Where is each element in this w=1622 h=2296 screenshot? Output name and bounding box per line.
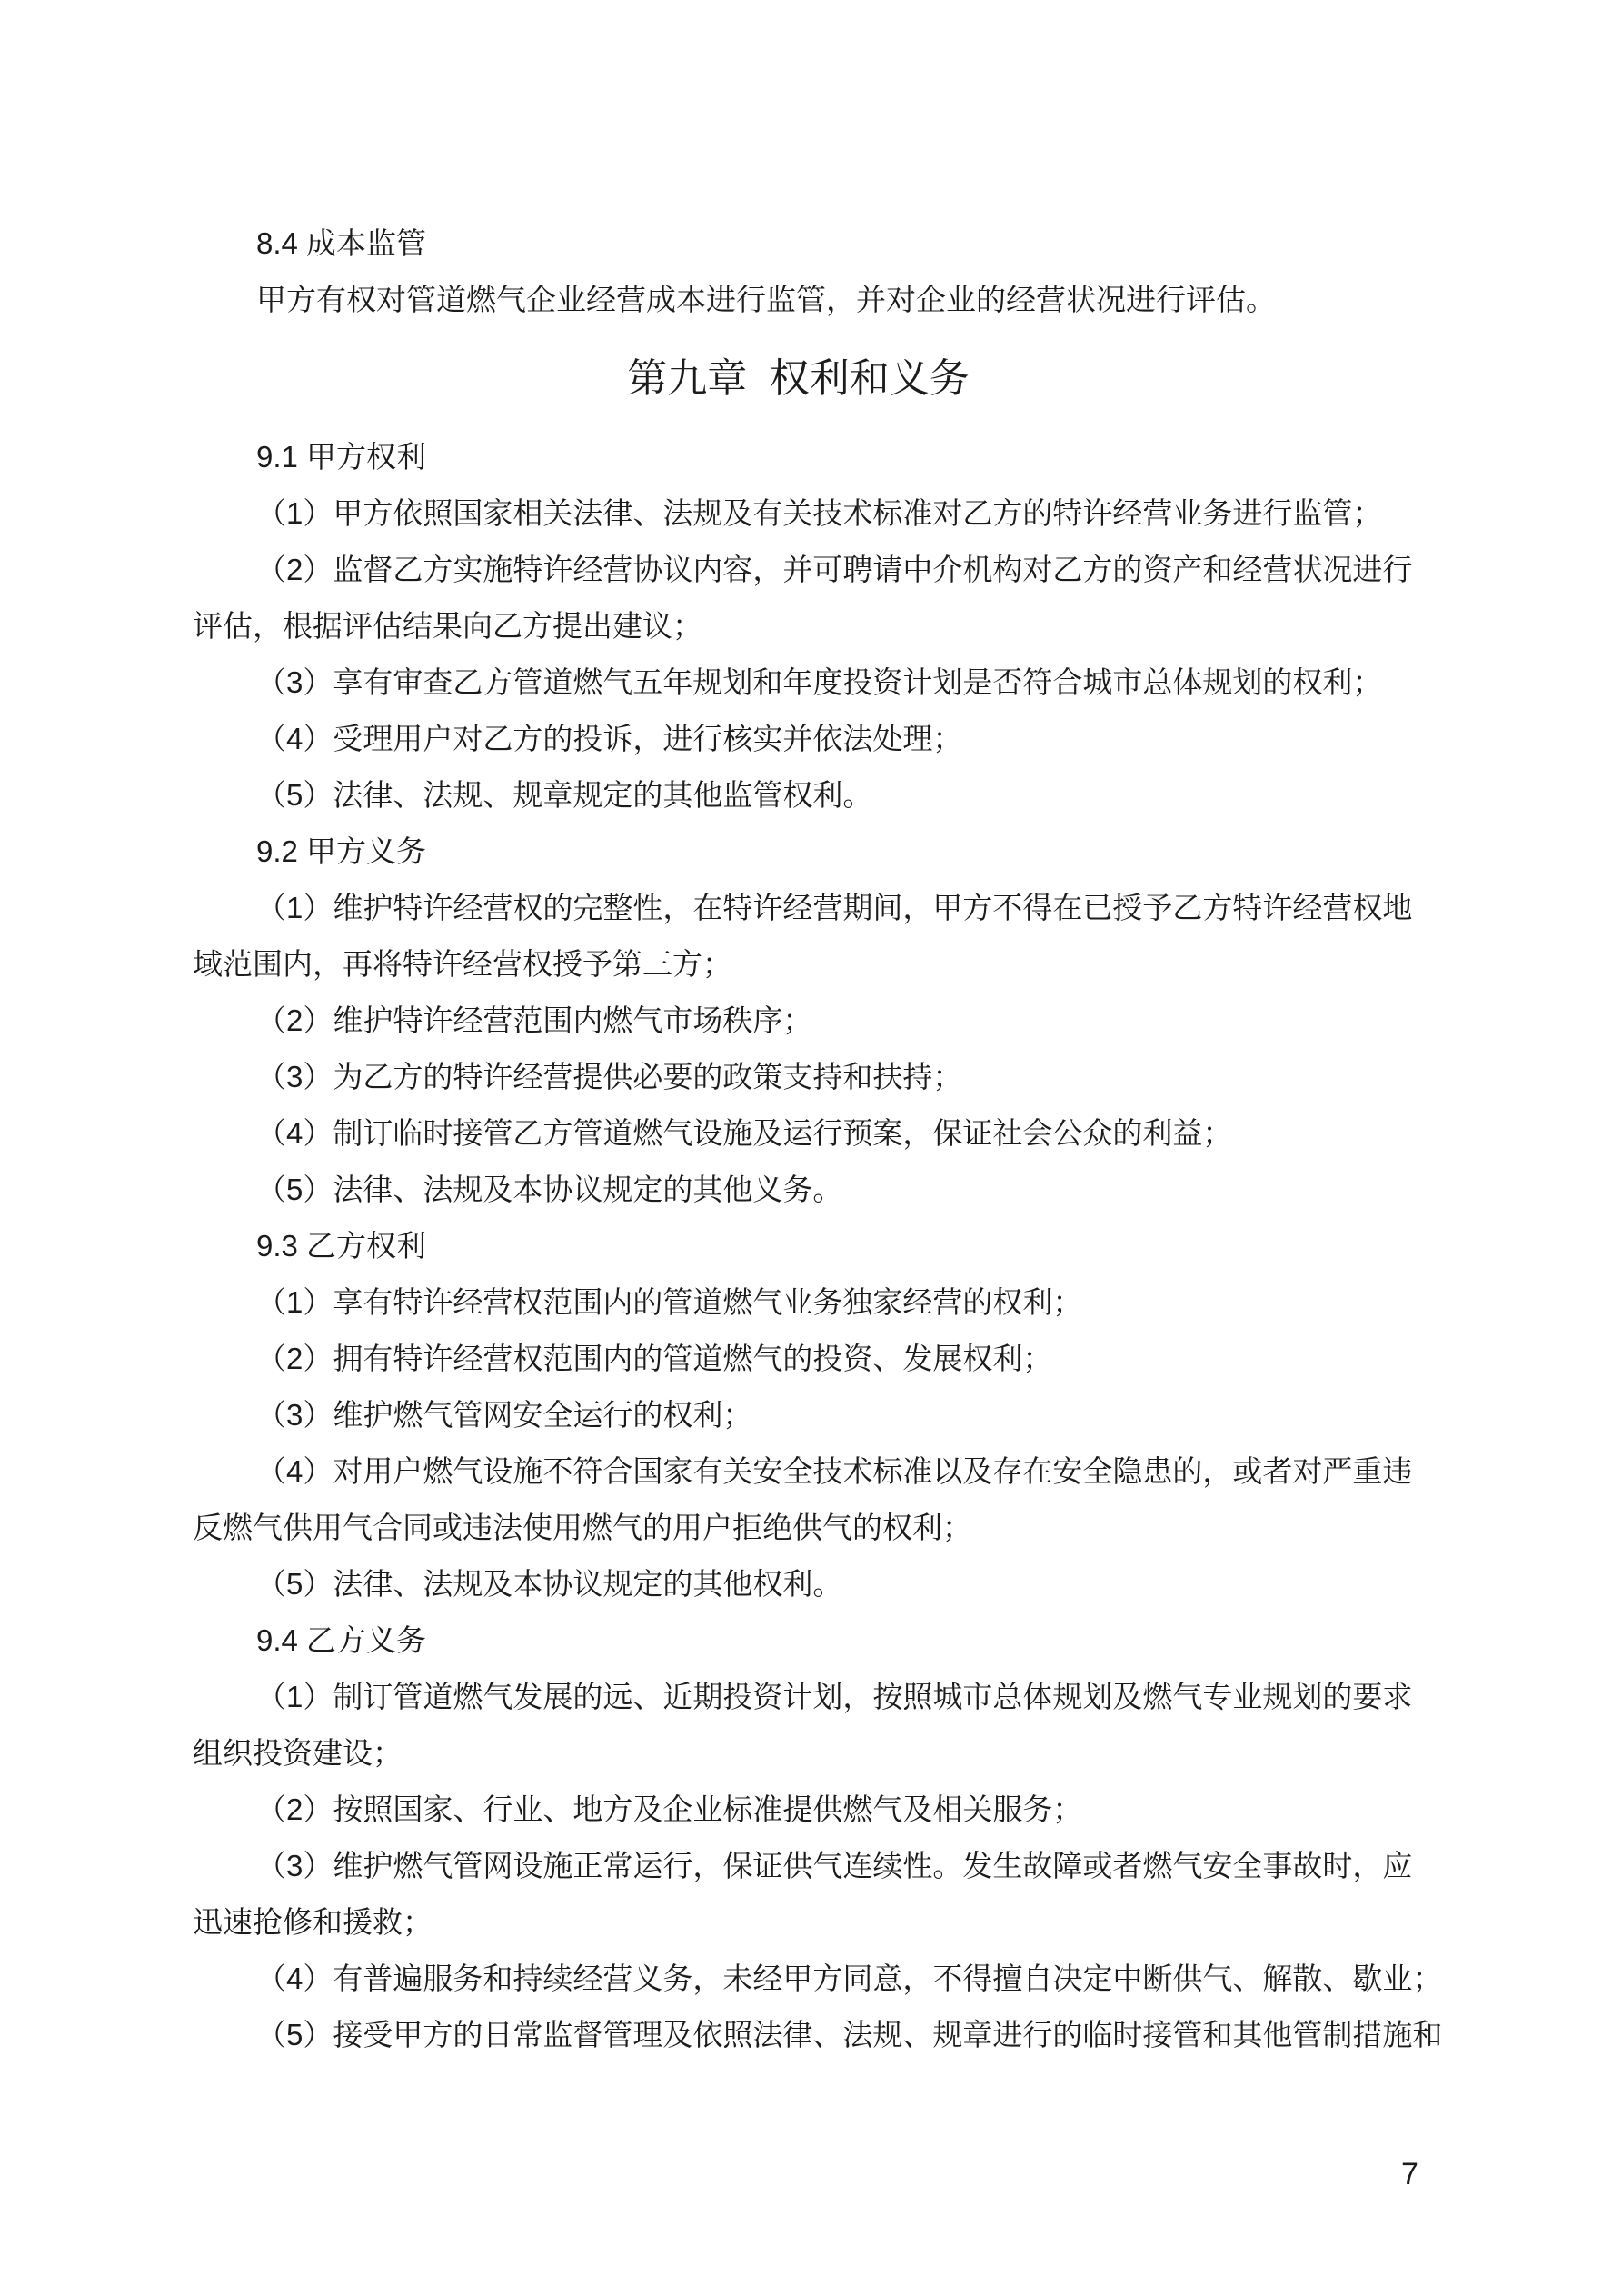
item-9.2-2 [193, 993, 1404, 1049]
text-line: （4）制订临时接管乙方管道燃气设施及运行预案，保证社会公众的利益； [256, 1116, 1233, 1150]
text-line: （1）维护特许经营权的完整性，在特许经营期间，甲方不得在已授予乙方特许经营权地 [256, 891, 1413, 924]
text-line: （3）维护燃气管网设施正常运行，保证供气连续性。发生故障或者燃气安全事故时，应 [256, 1849, 1413, 1882]
text-line: 迅速抢修和援救； [193, 1905, 433, 1939]
item-9.1-2 [193, 542, 1413, 654]
text-line: （5）接受甲方的日常监督管理及依照法律、法规、规章进行的临时接管和其他管制措施和 [256, 2018, 1443, 2051]
item-9.1-4 [193, 711, 1404, 767]
text-line: 域范围内，再将特许经营权授予第三方； [193, 947, 732, 981]
item-9.2-4 [193, 1105, 1404, 1162]
text-line: （3）维护燃气管网安全运行的权利； [256, 1398, 753, 1432]
item-9.3-2 [193, 1331, 1404, 1387]
section-9.3-heading [193, 1218, 1404, 1274]
text-line: 8.4 成本监管 [256, 226, 427, 260]
text-line: 9.4 乙方义务 [256, 1623, 427, 1657]
item-9.1-1 [193, 485, 1404, 542]
text-line: 反燃气供用气合同或违法使用燃气的用户拒绝供气的权利； [193, 1511, 972, 1544]
text-line: 9.3 乙方权利 [256, 1229, 427, 1263]
text-line: （1）制订管道燃气发展的远、近期投资计划，按照城市总体规划及燃气专业规划的要求 [256, 1680, 1413, 1713]
item-9.4-5 [193, 2007, 1443, 2063]
item-9.3-5 [193, 1556, 1404, 1612]
section-8.4-paragraph [193, 272, 1404, 328]
text-line: （1）甲方依照国家相关法律、法规及有关技术标准对乙方的特许经营业务进行监管； [256, 496, 1383, 530]
text-line: 组织投资建设； [193, 1736, 403, 1770]
page-number: 7 [1401, 2157, 1418, 2191]
text-line: 甲方有权对管道燃气企业经营成本进行监管，并对企业的经营状况进行评估。 [256, 283, 1276, 316]
text-line: 评估，根据评估结果向乙方提出建议； [193, 609, 702, 643]
text-line: （2）按照国家、行业、地方及企业标准提供燃气及相关服务； [256, 1792, 1083, 1826]
text-line: 9.1 甲方权利 [256, 440, 427, 474]
text-line: （5）法律、法规、规章规定的其他监管权利。 [256, 778, 873, 812]
text-line: （5）法律、法规及本协议规定的其他权利。 [256, 1567, 843, 1601]
text-line: （4）受理用户对乙方的投诉，进行核实并依法处理； [256, 722, 963, 755]
text-line: （2）监督乙方实施特许经营协议内容，并可聘请中介机构对乙方的资产和经营状况进行 [256, 553, 1413, 586]
text-line: 9.2 甲方义务 [256, 834, 427, 868]
item-9.4-3 [193, 1838, 1413, 1951]
section-8.4-heading [193, 215, 1404, 272]
item-9.1-3 [193, 654, 1404, 711]
document-content [193, 215, 1443, 2063]
item-9.2-5 [193, 1162, 1404, 1218]
text-line: （4）对用户燃气设施不符合国家有关安全技术标准以及存在安全隐患的，或者对严重违 [256, 1454, 1413, 1488]
text-line: （4）有普遍服务和持续经营义务，未经甲方同意，不得擅自决定中断供气、解散、歇业； [256, 1962, 1443, 1995]
item-9.3-3 [193, 1387, 1404, 1443]
text-line: （5）法律、法规及本协议规定的其他义务。 [256, 1173, 843, 1206]
text-line: （1）享有特许经营权范围内的管道燃气业务独家经营的权利； [256, 1285, 1083, 1319]
item-9.2-3 [193, 1049, 1404, 1105]
item-9.2-1 [193, 880, 1413, 993]
item-9.3-4 [193, 1443, 1413, 1556]
item-9.4-4 [193, 1951, 1443, 2007]
text-line: （3）享有审查乙方管道燃气五年规划和年度投资计划是否符合城市总体规划的权利； [256, 665, 1383, 699]
text-line: 第九章 权利和义务 [627, 356, 970, 401]
text-line: （3）为乙方的特许经营提供必要的政策支持和扶持； [256, 1060, 963, 1093]
item-9.4-2 [193, 1782, 1404, 1838]
text-line: （2）拥有特许经营权范围内的管道燃气的投资、发展权利； [256, 1342, 1053, 1375]
section-9.4-heading [193, 1612, 1404, 1669]
item-9.1-5 [193, 767, 1404, 824]
item-9.3-1 [193, 1274, 1404, 1331]
text-line: （2）维护特许经营范围内燃气市场秩序； [256, 1003, 813, 1037]
chapter-9-heading [193, 351, 1404, 407]
section-9.2-heading [193, 824, 1404, 880]
item-9.4-1 [193, 1669, 1413, 1782]
section-9.1-heading [193, 429, 1404, 485]
